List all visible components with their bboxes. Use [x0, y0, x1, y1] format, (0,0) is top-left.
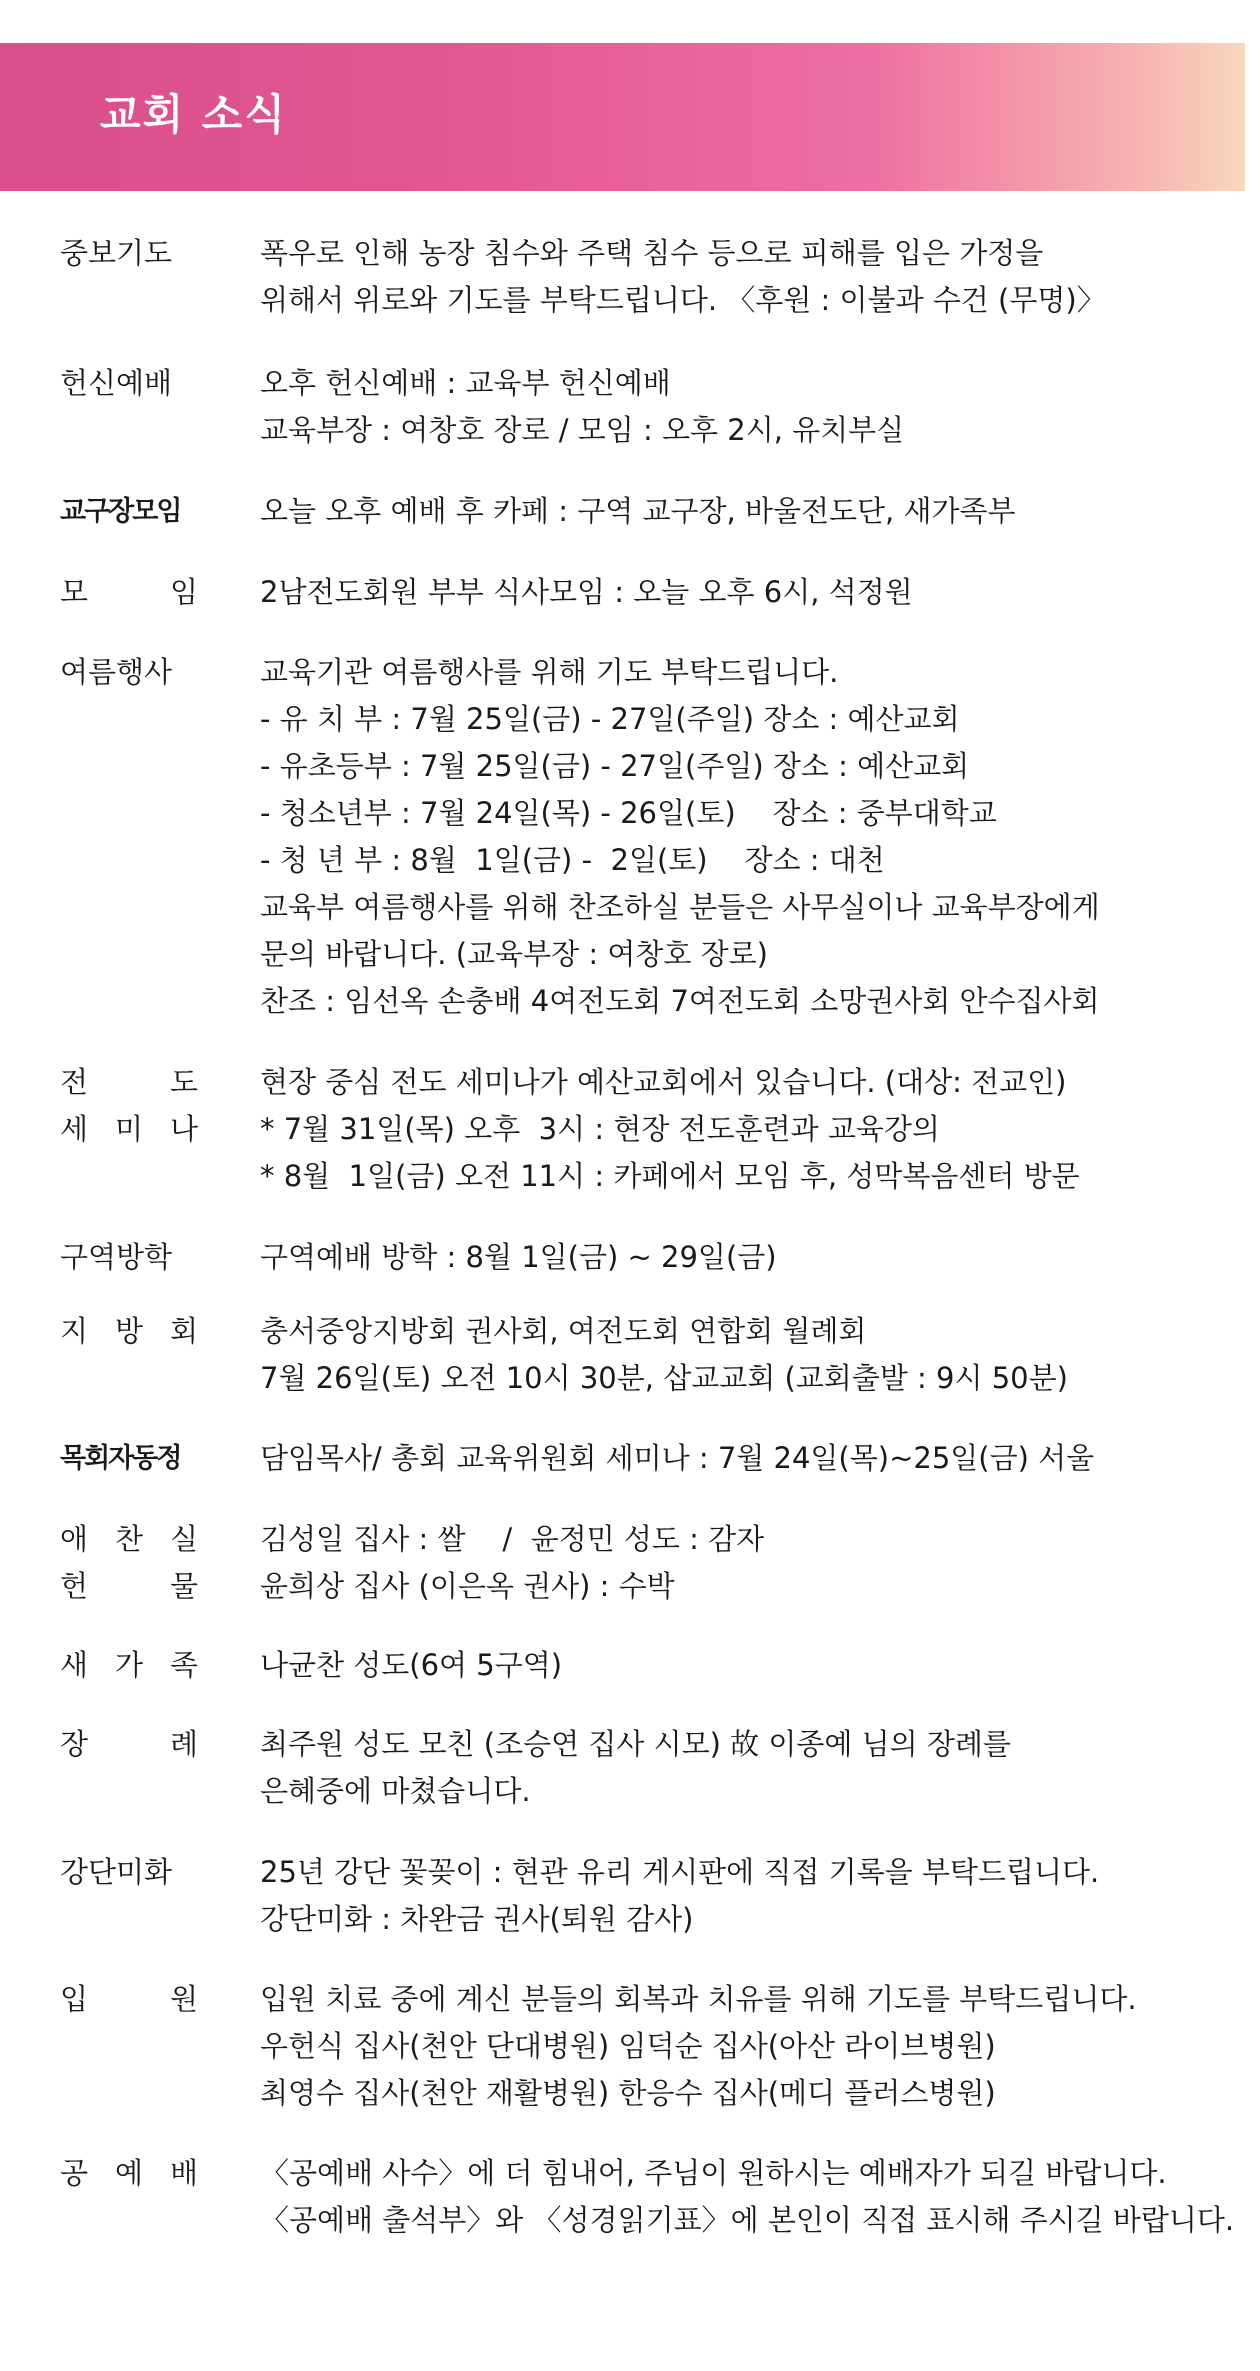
content-line: * 8월 1일(금) 오전 11시 : 카페에서 모임 후, 성막복음센터 방문 [260, 1159, 1080, 1193]
content-line: 김성일 집사 : 쌀 / 윤정민 성도 : 감자 [260, 1522, 765, 1556]
section-label-text: 새 가 족 [60, 1648, 198, 1682]
section-content [260, 649, 1245, 1025]
section-label [60, 1642, 198, 1689]
content-line: 찬조 : 임선옥 손충배 4여전도회 7여전도회 소망권사회 안수집사회 [260, 984, 1100, 1018]
section-label [60, 1849, 198, 1896]
section-label-text: 목회자동정 [60, 1443, 181, 1474]
content-line: 위해서 위로와 기도를 부탁드립니다. 〈후원 : 이불과 수건 (무명)〉 [260, 283, 1106, 317]
section-label-text: 애 찬 실 [60, 1522, 198, 1556]
content-line: 충서중앙지방회 권사회, 여전도회 연합회 월례회 [260, 1314, 867, 1348]
section-content [260, 1435, 1245, 1482]
content-line: 나균찬 성도(6여 5구역) [260, 1648, 563, 1682]
section-label-text: 지 방 회 [60, 1314, 198, 1348]
content-line: 최영수 집사(천안 재활병원) 한응수 집사(메디 플러스병원) [260, 2076, 996, 2110]
content-line: 오늘 오후 예배 후 카페 : 구역 교구장, 바울전도단, 새가족부 [260, 494, 1016, 528]
section-content [260, 1849, 1245, 1943]
content-line: 교육기관 여름행사를 위해 기도 부탁드립니다. [260, 655, 839, 689]
section-label-text: 입 원 [60, 1982, 198, 2016]
section-content [260, 1642, 1245, 1689]
content-line: 최주원 성도 모친 (조승연 집사 시모) 故 이종예 님의 장례를 [260, 1727, 1011, 1761]
content-line: - 유초등부 : 7월 25일(금) - 27일(주일) 장소 : 예산교회 [260, 749, 970, 783]
content-line: 폭우로 인해 농장 침수와 주택 침수 등으로 피해를 입은 가정을 [260, 236, 1044, 270]
content-line: 입원 치료 중에 계신 분들의 회복과 치유를 위해 기도를 부탁드립니다. [260, 1982, 1137, 2016]
section-label-text: 헌 물 [60, 1569, 198, 1603]
content-line: 강단미화 : 차완금 권사(퇴원 감사) [260, 1902, 694, 1936]
section-content [260, 2150, 1245, 2244]
content-line: 은혜중에 마쳤습니다. [260, 1774, 531, 1808]
section-content [260, 1308, 1245, 1402]
section-label-text: 중보기도 [60, 236, 173, 270]
section-content [260, 488, 1245, 535]
section-label [60, 1516, 198, 1610]
section-label [60, 1059, 198, 1153]
section-content [260, 1516, 1245, 1610]
section-content [260, 1721, 1245, 1815]
content-line: 교육부 여름행사를 위해 찬조하실 분들은 사무실이나 교육부장에게 [260, 890, 1100, 924]
content-line: 오후 헌신예배 : 교육부 헌신예배 [260, 366, 671, 400]
section-label [60, 649, 198, 696]
section-content [260, 569, 1245, 616]
section-label-text: 강단미화 [60, 1855, 173, 1889]
section-label-text: 구역방학 [60, 1240, 173, 1274]
content-line: 담임목사/ 총회 교육위원회 세미나 : 7월 24일(목)~25일(금) 서울 [260, 1441, 1095, 1475]
section-label [60, 569, 198, 616]
content-line: - 청 년 부 : 8월 1일(금) - 2일(토) 장소 : 대천 [260, 843, 885, 877]
content-line: 〈공예배 사수〉에 더 힘내어, 주님이 원하시는 예배자가 되길 바랍니다. [260, 2156, 1167, 2190]
content-line: - 유 치 부 : 7월 25일(금) - 27일(주일) 장소 : 예산교회 [260, 702, 960, 736]
section-label [60, 1234, 198, 1281]
content-line: - 청소년부 : 7월 24일(목) - 26일(토) 장소 : 중부대학교 [260, 796, 997, 830]
section-label [60, 230, 198, 277]
page-title: 교회 소식 [100, 90, 287, 139]
content-line: 교육부장 : 여창호 장로 / 모임 : 오후 2시, 유치부실 [260, 413, 905, 447]
section-content [260, 230, 1245, 324]
section-label-text: 여름행사 [60, 655, 173, 689]
section-label [60, 488, 198, 535]
section-label [60, 1308, 198, 1355]
section-label-text: 교구장모임 [60, 496, 181, 527]
section-label-text: 세 미 나 [60, 1112, 198, 1146]
content-line: 현장 중심 전도 세미나가 예산교회에서 있습니다. (대상: 전교인) [260, 1065, 1067, 1099]
section-label-text: 모 임 [60, 575, 198, 609]
content-line: * 7월 31일(목) 오후 3시 : 현장 전도훈련과 교육강의 [260, 1112, 940, 1146]
section-label [60, 2150, 198, 2197]
section-label [60, 1976, 198, 2023]
section-label-text: 전 도 [60, 1065, 198, 1099]
section-content [260, 1234, 1245, 1281]
section-content [260, 360, 1245, 454]
content-line: 7월 26일(토) 오전 10시 30분, 삽교교회 (교회출발 : 9시 50분) [260, 1361, 1068, 1395]
section-label [60, 1435, 198, 1482]
content-line: 우헌식 집사(천안 단대병원) 임덕순 집사(아산 라이브병원) [260, 2029, 996, 2063]
content-line: 문의 바랍니다. (교육부장 : 여창호 장로) [260, 937, 768, 971]
section-content [260, 1976, 1245, 2117]
section-content [260, 1059, 1245, 1200]
content-line: 〈공예배 출석부〉와 〈성경읽기표〉에 본인이 직접 표시해 주시길 바랍니다. [260, 2203, 1235, 2237]
content-line: 윤희상 집사 (이은옥 권사) : 수박 [260, 1569, 675, 1603]
content-line: 2남전도회원 부부 식사모임 : 오늘 오후 6시, 석정원 [260, 575, 913, 609]
section-label [60, 1721, 198, 1768]
content-line: 구역예배 방학 : 8월 1일(금) ~ 29일(금) [260, 1240, 777, 1274]
content-line: 25년 강단 꽃꽂이 : 현관 유리 게시판에 직접 기록을 부탁드립니다. [260, 1855, 1100, 1889]
section-label-text: 공 예 배 [60, 2156, 198, 2190]
section-label-text: 헌신예배 [60, 366, 173, 400]
section-label-text: 장 례 [60, 1727, 198, 1761]
section-label [60, 360, 198, 407]
